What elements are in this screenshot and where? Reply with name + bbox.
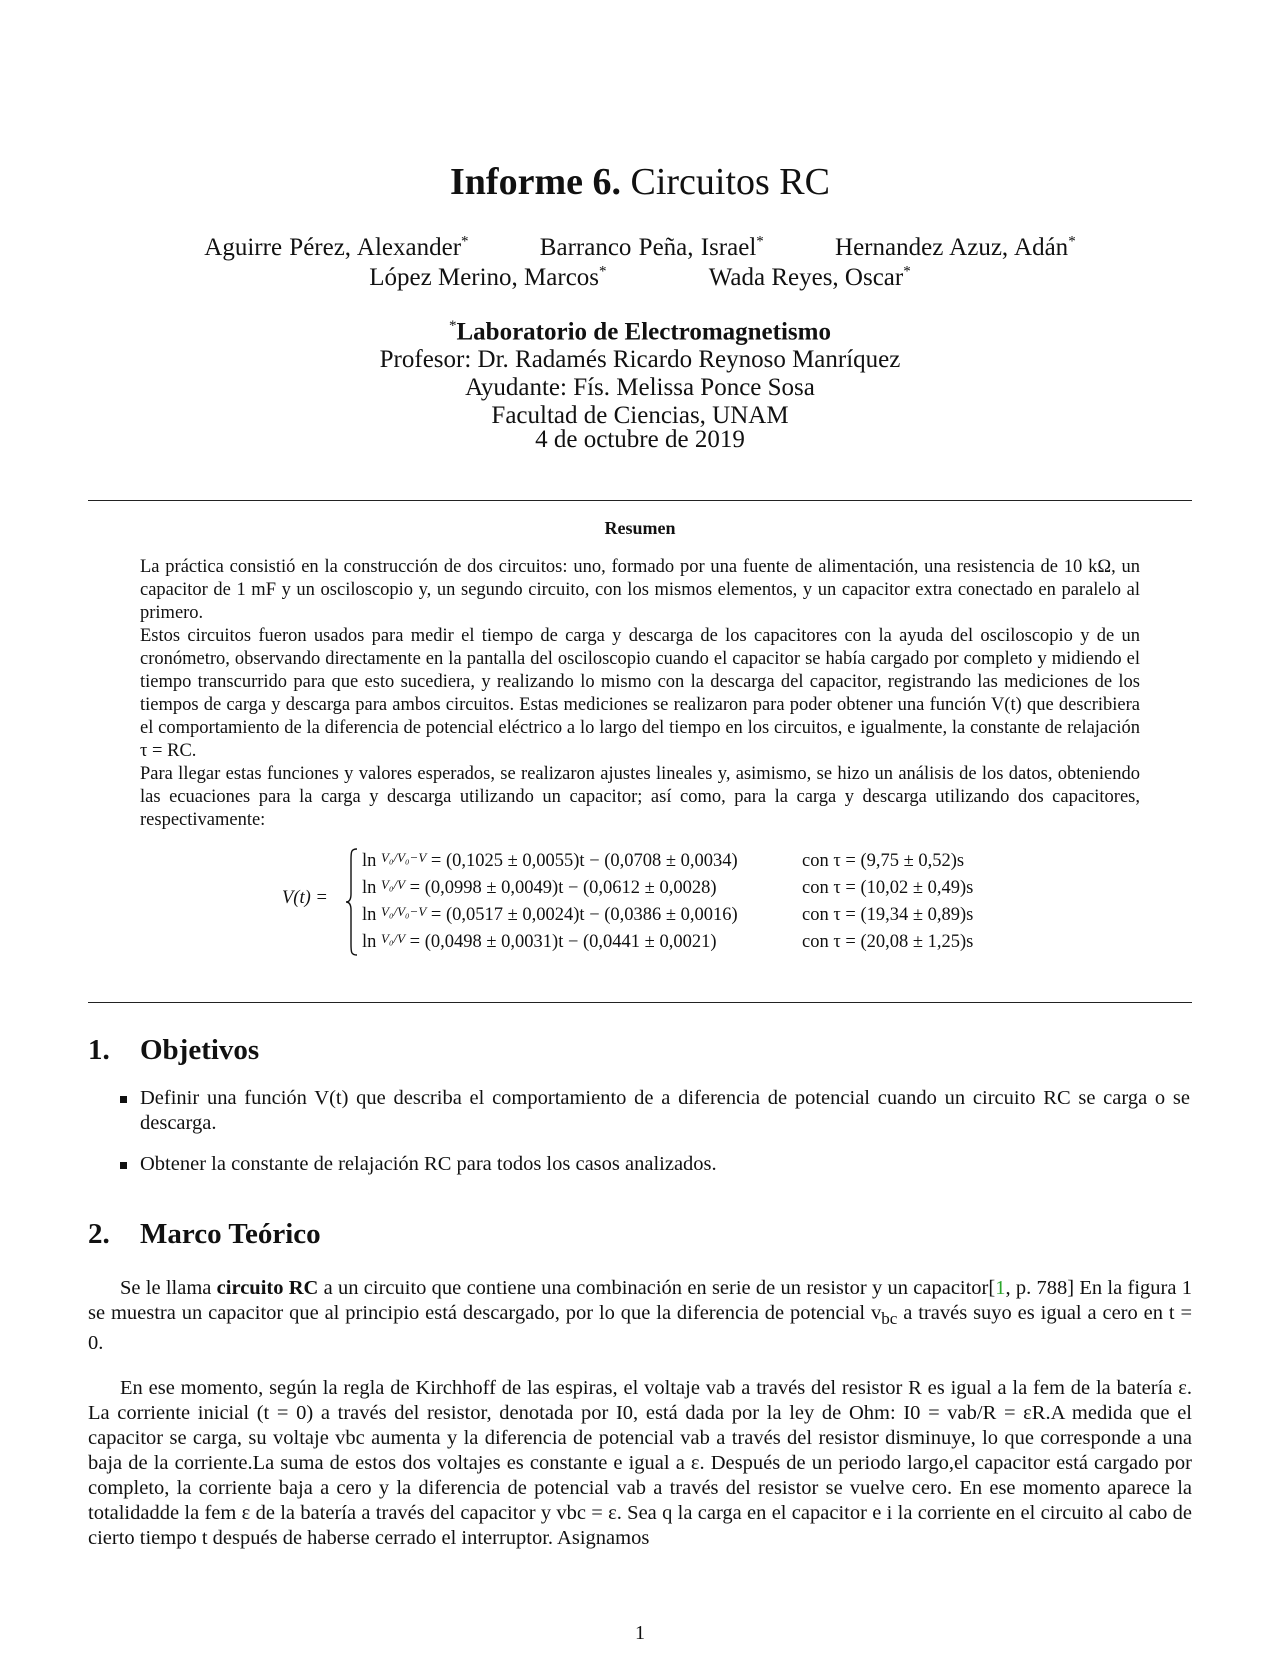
section-heading-marco-teorico: 2. Marco Teórico	[88, 1218, 321, 1250]
lab-name: *Laboratorio de Electromagnetismo	[449, 318, 831, 346]
page-number: 1	[635, 1622, 645, 1644]
equation-row: ln $^{V_0/V}$ = (0,0998 ± 0,0049)t − (0,0612 ± 0,0028) con τ = (10,02 ± 0,49)s	[362, 877, 974, 898]
author: López Merino, Marcos*	[369, 264, 607, 292]
paper-title	[0, 160, 1280, 204]
title-bold: Informe 6.	[450, 161, 621, 203]
top-rule	[88, 500, 1192, 501]
authors-line-2	[0, 264, 1280, 292]
abstract-heading: Resumen	[604, 518, 676, 538]
author: Aguirre Pérez, Alexander*	[204, 234, 469, 262]
bottom-rule	[88, 1002, 1192, 1003]
abstract-paragraph: Estos circuitos fueron usados para medir el tiempo de carga y descarga de los capacitores con la ayuda del osciloscopio y de un cronómetro, observando directamente en la pantalla del osciloscopio cuando el capacitor se había cargado por completo y midiendo el tiempo transcurrido para que esto sucediera, y realizando lo mismo con la descarga del capacitor, registrando las mediciones de los tiempos de carga y descarga para ambos circuitos. Estas mediciones se realizaron para poder obtener una función V(t) que describiera el comportamiento de la diferencia de potencial eléctrico a lo largo del tiempo en los circuitos, e igualmente, la constante de relajación τ = RC.	[140, 626, 1140, 761]
title-rest: Circuitos RC	[620, 161, 830, 203]
equation-row: ln $^{V_0/V}$ = (0,0498 ± 0,0031)t − (0,0441 ± 0,0021) con τ = (20,08 ± 1,25)s	[362, 931, 974, 952]
professor: Profesor: Dr. Radamés Ricardo Reynoso Manríquez	[379, 346, 901, 374]
list-item: Definir una función V(t) que describa el comportamiento de a diferencia de potencial cuando un circuito RC se carga o se descarga.	[120, 1086, 1190, 1136]
equation-row: ln $^{V_0/V_0-V}$ = (0,1025 ± 0,0055)t − (0,0708 ± 0,0034) con τ = (9,75 ± 0,52)s	[362, 850, 965, 871]
faculty: Facultad de Ciencias, UNAM	[491, 402, 789, 430]
left-brace-icon	[346, 848, 358, 956]
vt-piecewise-equation	[280, 848, 1040, 958]
abstract-paragraph: Para llegar estas funciones y valores esperados, se realizaron ajustes lineales y, asimismo, se hizo un análisis de los datos, obteniendo las ecuaciones para la carga y descarga utilizando un capacitor; así como, para la carga y descarga utilizando dos capacitores, respectivamente:	[140, 764, 1140, 830]
abstract-body	[140, 556, 1140, 832]
equation-row: ln $^{V_0/V_0-V}$ = (0,0517 ± 0,0024)t − (0,0386 ± 0,0016) con τ = (19,34 ± 0,89)s	[362, 904, 974, 925]
assistant: Ayudante: Fís. Melissa Ponce Sosa	[465, 374, 815, 402]
author: Hernandez Azuz, Adán*	[835, 234, 1076, 262]
author: Barranco Peña, Israel*	[539, 234, 764, 262]
paragraph: En ese momento, según la regla de Kirchhoff de las espiras, el voltaje vab a través del resistor R es igual a la fem de la batería ε. La corriente inicial (t = 0) a través del resistor, denotada por I0, está dada por la ley de Ohm: I0 = vab/R = εR.A medida que el capacitor se carga, su voltaje vbc aumenta y la diferencia de potencial vab a través del resistor disminuye, lo que corresponde a una baja de la corriente.La suma de estos dos voltajes es constante e igual a ε. Después de un periodo largo,el capacitor está cargado por completo, la corriente baja a cero y la diferencia de potencial vab a través del resistor se vuelve cero. En ese momento aparece la totalidadde la fem ε de la batería a través del capacitor y vbc = ε. Sea q la carga en el capacitor e i la corriente en el circuito al cabo de cierto tiempo t después de haberse cerrado el interruptor. Asignamos	[88, 1377, 1192, 1549]
author: Wada Reyes, Oscar*	[708, 264, 911, 292]
affiliation-block	[0, 312, 1280, 454]
objectives-list	[120, 1086, 1190, 1193]
equation-lhs: V(t) =	[282, 888, 328, 908]
authors-line-1	[0, 234, 1280, 262]
section-heading-objetivos: 1. Objetivos	[88, 1034, 260, 1066]
abstract-paragraph: La práctica consistió en la construcción de dos circuitos: uno, formado por una fuente de alimentación, una resistencia de 10 kΩ, un capacitor de 1 mF y un osciloscopio y, un segundo circuito, con los mismos elementos, y un capacitor extra conectado en paralelo al primero.	[140, 557, 1140, 623]
citation-link[interactable]: 1	[995, 1277, 1006, 1299]
date: 4 de octubre de 2019	[535, 426, 745, 454]
paragraph: Se le llama circuito RC a un circuito que contiene una combinación en serie de un resistor y un capacitor[1, p. 788] En la figura 1 se muestra un capacitor que al principio está descargado, por lo que la diferencia de potencial $v_{bc}$ a través suyo es igual a cero en t = 0.	[88, 1277, 1192, 1355]
list-item: Obtener la constante de relajación RC para todos los casos analizados.	[120, 1152, 1190, 1177]
